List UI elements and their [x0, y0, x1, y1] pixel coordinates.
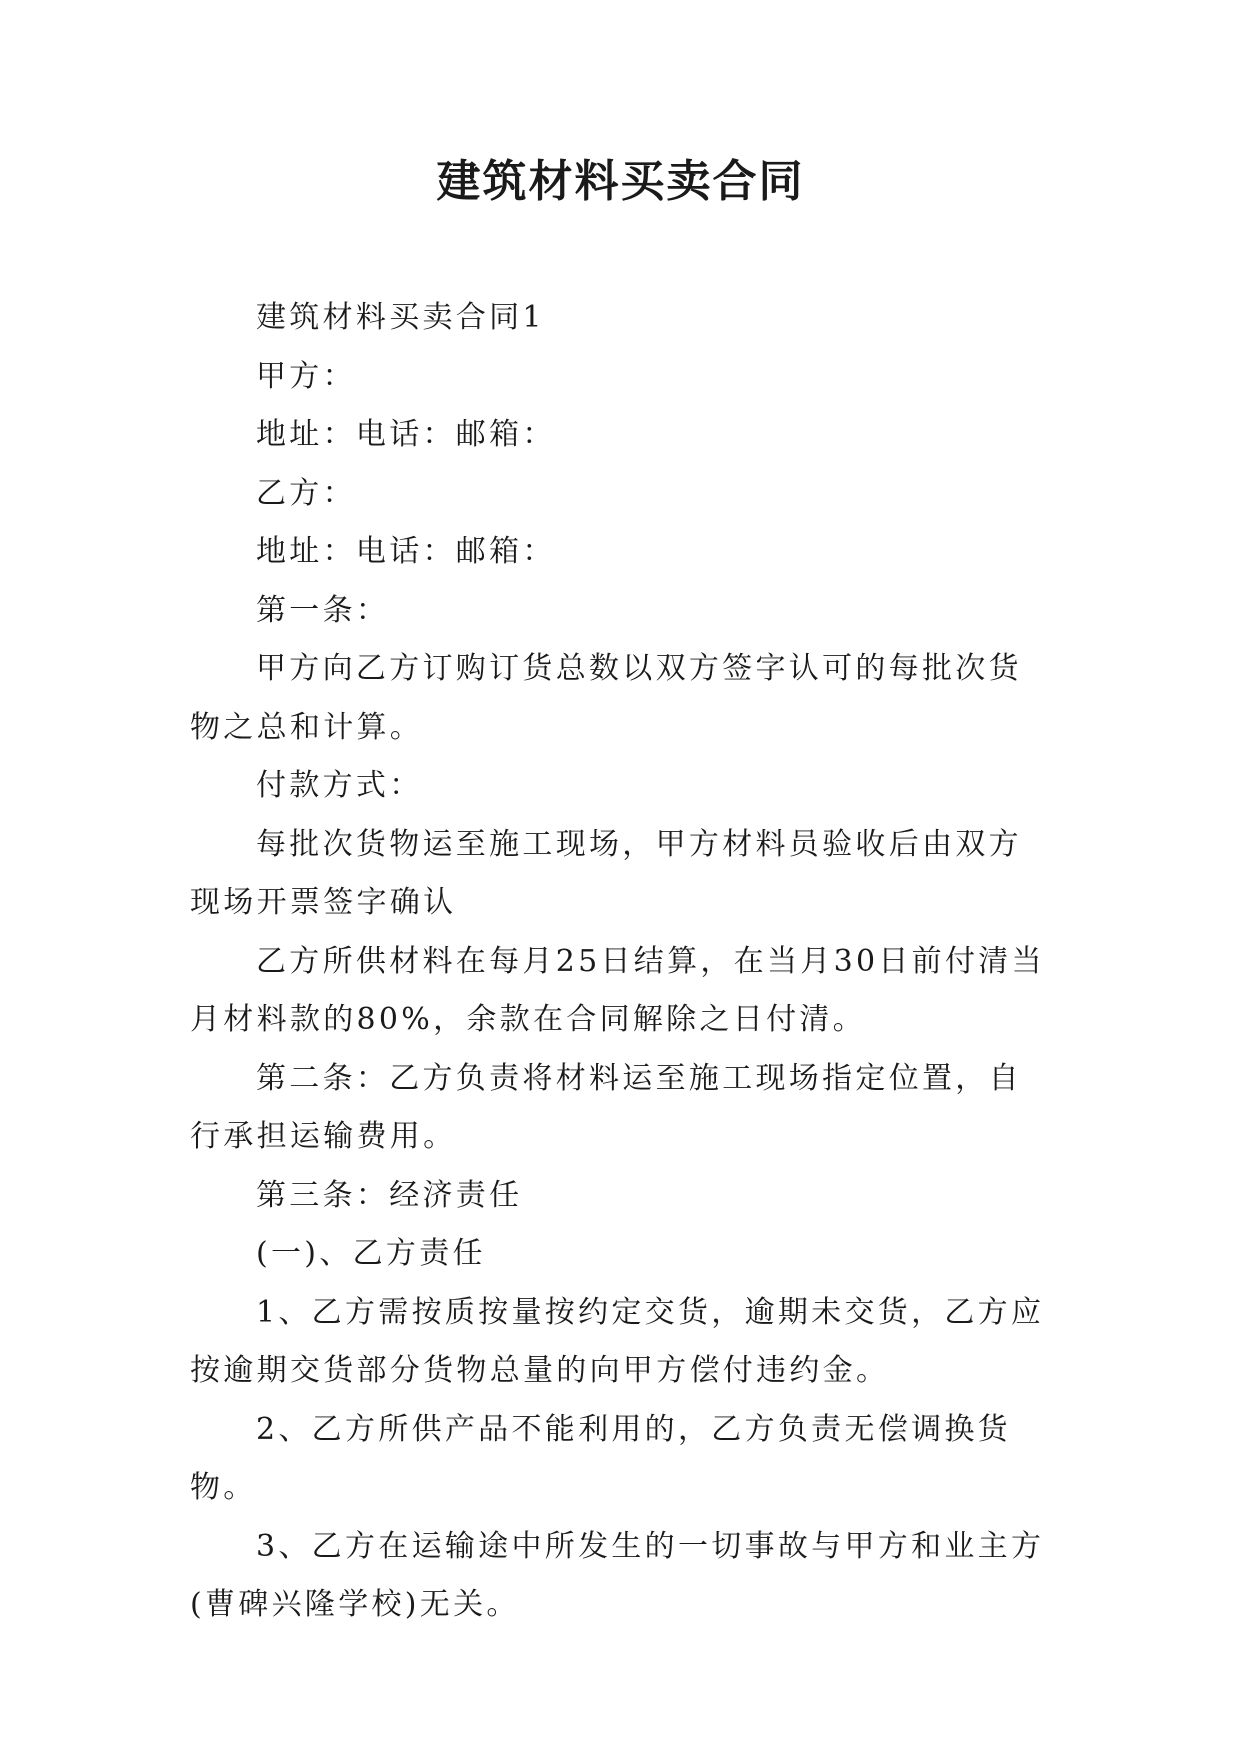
document-title: 建筑材料买卖合同 — [436, 156, 805, 207]
paragraph-article-1: 第一条： — [256, 592, 390, 628]
paragraph-liability-3: 3、乙方在运输途中所发生的一切事故与甲方和业主方(曹碑兴隆学校)无关。 — [190, 1528, 1045, 1622]
paragraph-order-total: 甲方向乙方订购订货总数以双方签字认可的每批次货物之总和计算。 — [190, 651, 1022, 745]
paragraph-party-b-contact: 地址：电话：邮箱： — [256, 534, 556, 569]
paragraph-party-a: 甲方： — [256, 358, 356, 394]
paragraph-party-b-liability: (一)、乙方责任 — [256, 1236, 486, 1271]
paragraph-settlement: 乙方所供材料在每月25日结算，在当月30日前付清当月材料款的80%，余款在合同解除之日付清。 — [190, 943, 1045, 1037]
paragraph-payment-method: 付款方式： — [256, 768, 423, 803]
paragraph-article-2: 第二条：乙方负责将材料运至施工现场指定位置，自行承担运输费用。 — [190, 1060, 1022, 1154]
paragraph-liability-1: 1、乙方需按质按量按约定交货，逾期未交货，乙方应按逾期交货部分货物总量的向甲方偿付违约金。 — [190, 1294, 1045, 1388]
paragraph-party-b: 乙方： — [256, 475, 356, 511]
paragraph-delivery-acceptance: 每批次货物运至施工现场，甲方材料员验收后由双方现场开票签字确认 — [190, 826, 1022, 920]
paragraph-liability-2: 2、乙方所供产品不能利用的，乙方负责无偿调换货物。 — [190, 1411, 1011, 1505]
paragraph-heading: 建筑材料买卖合同1 — [256, 300, 545, 335]
document-body — [190, 289, 1050, 1635]
paragraph-party-a-contact: 地址：电话：邮箱： — [256, 417, 556, 452]
paragraph-article-3: 第三条：经济责任 — [256, 1177, 523, 1213]
